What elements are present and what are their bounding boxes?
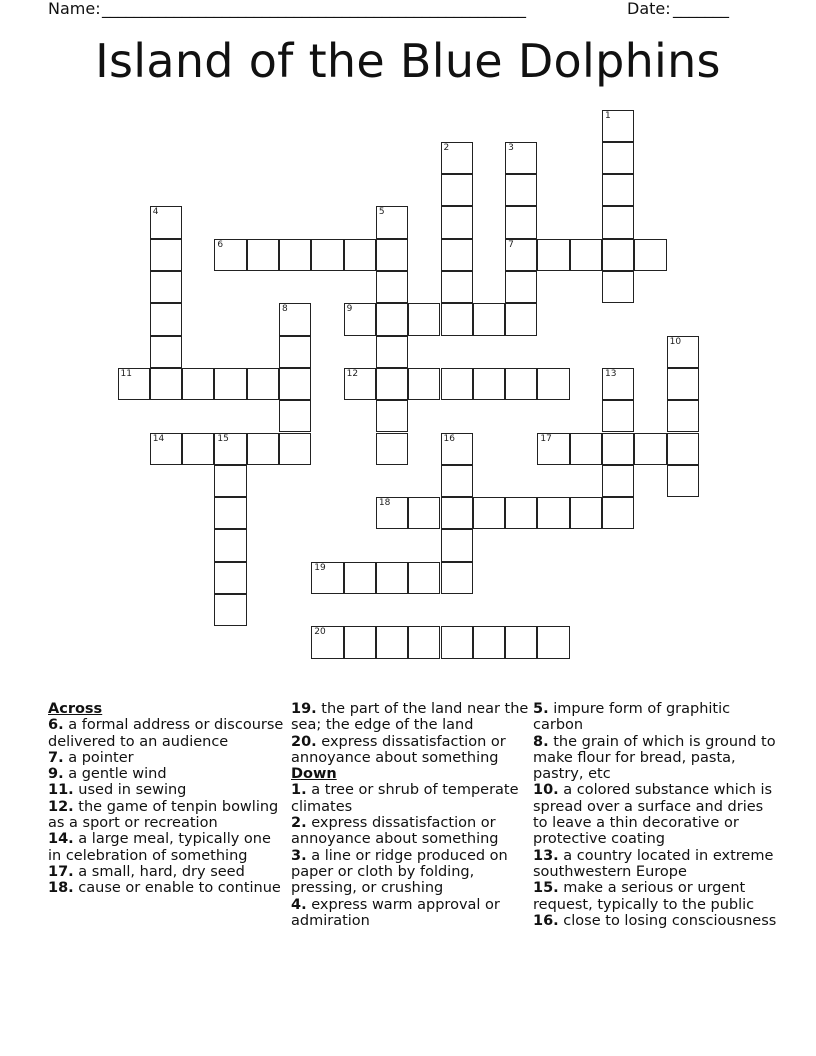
grid-cell[interactable] <box>505 206 537 238</box>
grid-cell[interactable] <box>279 239 311 271</box>
grid-cell[interactable] <box>505 271 537 303</box>
grid-cell[interactable] <box>150 433 182 465</box>
clue-number-label: 17. <box>48 863 74 880</box>
grid-cell[interactable] <box>311 562 343 594</box>
grid-cell[interactable] <box>505 626 537 658</box>
grid-cell[interactable] <box>311 626 343 658</box>
clue-number: 13 <box>605 368 617 379</box>
grid-cell[interactable] <box>344 368 376 400</box>
clue-text: used in sewing <box>78 782 187 799</box>
clue-number-label: 2. <box>291 815 307 832</box>
grid-cell[interactable] <box>376 336 408 368</box>
clue-item <box>48 766 288 782</box>
clue-text: a large meal, typically one in celebration of something <box>48 831 271 864</box>
clue-column-1 <box>48 701 288 897</box>
clue-text: make a serious or urgent request, typically to the public <box>533 880 755 913</box>
grid-cell[interactable] <box>182 433 214 465</box>
clue-item <box>48 750 288 766</box>
clue-text: a formal address or discourse delivered to an audience <box>48 717 284 750</box>
grid-cell[interactable] <box>279 400 311 432</box>
clue-number: 17 <box>540 433 552 444</box>
grid-cell[interactable] <box>279 336 311 368</box>
grid-cell[interactable] <box>279 368 311 400</box>
clue-item <box>48 880 288 896</box>
name-line[interactable]: _____________________________________________________ <box>102 0 526 18</box>
grid-cell[interactable] <box>537 368 569 400</box>
grid-cell[interactable] <box>602 368 634 400</box>
grid-cell[interactable] <box>279 303 311 335</box>
clue-number: 1 <box>605 110 611 121</box>
grid-cell[interactable] <box>602 206 634 238</box>
grid-cell[interactable] <box>376 400 408 432</box>
clue-number: 6 <box>217 239 224 250</box>
grid-cell[interactable] <box>376 303 408 335</box>
down-heading: Down <box>291 766 337 783</box>
grid-cell[interactable] <box>634 433 666 465</box>
grid-cell[interactable] <box>473 368 505 400</box>
grid-cell[interactable] <box>441 142 473 174</box>
clue-number: 12 <box>346 368 359 379</box>
clue-number: 9 <box>346 304 353 315</box>
clue-number: 10 <box>669 336 682 347</box>
grid-cell[interactable] <box>376 271 408 303</box>
grid-cell[interactable] <box>344 303 376 335</box>
grid-cell[interactable] <box>441 497 473 529</box>
clue-text: a country located in extreme southwestern Europe <box>533 847 774 880</box>
grid-cell[interactable] <box>408 303 440 335</box>
clue-text: express dissatisfaction or annoyance about something <box>291 733 506 766</box>
across-heading: Across <box>48 701 103 717</box>
grid-cell[interactable] <box>602 174 634 206</box>
grid-cell[interactable] <box>441 368 473 400</box>
clue-number-label: 19. <box>291 701 317 717</box>
clue-number: 18 <box>378 498 391 509</box>
grid-cell[interactable] <box>570 433 602 465</box>
grid-cell[interactable] <box>537 626 569 658</box>
clue-number-label: 20. <box>291 733 317 750</box>
grid-cell[interactable] <box>602 433 634 465</box>
header <box>0 0 816 20</box>
clue-column-3 <box>533 701 778 929</box>
grid-cell[interactable] <box>441 626 473 658</box>
clue-text: cause or enable to continue <box>78 880 281 897</box>
clue-item <box>291 782 531 815</box>
grid-cell[interactable] <box>473 497 505 529</box>
clue-item <box>533 913 778 929</box>
grid-cell[interactable] <box>214 465 246 497</box>
clue-item <box>48 717 288 750</box>
clue-item <box>533 880 778 913</box>
clue-item <box>291 848 531 897</box>
grid-cell[interactable] <box>247 433 279 465</box>
grid-cell[interactable] <box>441 271 473 303</box>
grid-cell[interactable] <box>376 206 408 238</box>
clue-item <box>291 734 531 767</box>
grid-cell[interactable] <box>279 433 311 465</box>
grid-cell[interactable] <box>408 626 440 658</box>
clue-number-label: 15. <box>533 880 559 897</box>
date-line[interactable]: _______ <box>673 0 729 18</box>
grid-cell[interactable] <box>150 336 182 368</box>
grid-cell[interactable] <box>570 239 602 271</box>
grid-cell[interactable] <box>376 626 408 658</box>
grid-cell[interactable] <box>311 239 343 271</box>
page-title: Island of the Blue Dolphins <box>95 34 721 88</box>
grid-cell[interactable] <box>441 433 473 465</box>
clue-number-label: 14. <box>48 831 74 848</box>
grid-cell[interactable] <box>441 239 473 271</box>
clue-number: 11 <box>120 368 132 379</box>
grid-cell[interactable] <box>602 400 634 432</box>
clue-number: 3 <box>508 142 514 153</box>
grid-cell[interactable] <box>408 562 440 594</box>
grid-cell[interactable] <box>602 465 634 497</box>
grid-cell[interactable] <box>408 497 440 529</box>
grid-cell[interactable] <box>376 368 408 400</box>
grid-cell[interactable] <box>602 239 634 271</box>
grid-cell[interactable] <box>537 433 569 465</box>
clue-number: 4 <box>152 207 159 218</box>
grid-cell[interactable] <box>537 497 569 529</box>
clue-text: a pointer <box>68 749 134 766</box>
grid-cell[interactable] <box>214 529 246 561</box>
grid-cell[interactable] <box>118 368 150 400</box>
grid-cell[interactable] <box>214 433 246 465</box>
clue-text: impure form of graphitic carbon <box>533 701 731 734</box>
grid-cell[interactable] <box>441 562 473 594</box>
grid-cell[interactable] <box>344 626 376 658</box>
clue-text: express dissatisfaction or annoyance about something <box>291 815 499 848</box>
clue-text: the part of the land near the sea; the edge of the land <box>291 701 529 734</box>
clue-number-label: 18. <box>48 880 74 897</box>
clue-number-label: 16. <box>533 912 559 929</box>
grid-cell[interactable] <box>150 368 182 400</box>
clue-text: the grain of which is ground to make flour for bread, pasta, pastry, etc <box>533 733 776 783</box>
grid-cell[interactable] <box>441 529 473 561</box>
clue-number-label: 9. <box>48 766 64 783</box>
clue-number-label: 11. <box>48 782 74 799</box>
grid-cell[interactable] <box>570 497 602 529</box>
clue-number-label: 13. <box>533 847 559 864</box>
clue-text: close to losing consciousness <box>563 912 777 929</box>
clue-text: a gentle wind <box>68 766 167 783</box>
clue-item <box>48 864 288 880</box>
clue-number-label: 4. <box>291 896 307 913</box>
clue-number-label: 7. <box>48 749 64 766</box>
clue-number: 2 <box>443 142 450 153</box>
clue-column-2 <box>291 701 531 929</box>
grid-cell[interactable] <box>344 239 376 271</box>
clue-item <box>533 848 778 881</box>
grid-cell[interactable] <box>182 368 214 400</box>
clue-number: 5 <box>378 207 385 218</box>
grid-cell[interactable] <box>214 562 246 594</box>
grid-cell[interactable] <box>505 142 537 174</box>
clue-number-label: 10. <box>533 782 559 799</box>
grid-cell[interactable] <box>473 303 505 335</box>
grid-cell[interactable] <box>376 239 408 271</box>
grid-cell[interactable] <box>667 433 699 465</box>
clue-number: 20 <box>314 627 326 638</box>
clue-item <box>48 799 288 832</box>
grid-cell[interactable] <box>602 497 634 529</box>
grid-cell[interactable] <box>376 497 408 529</box>
clue-item <box>48 782 288 798</box>
clue-number-label: 1. <box>291 782 307 799</box>
grid-cell[interactable] <box>150 271 182 303</box>
grid-cell[interactable] <box>602 110 634 142</box>
clue-text: a colored substance which is spread over a surface and dries to leave a thin decorative or protective coating <box>533 782 773 848</box>
clue-text: a line or ridge produced on paper or cloth by folding, pressing, or crushing <box>291 847 508 897</box>
grid-cell[interactable] <box>150 303 182 335</box>
clue-item <box>291 701 531 734</box>
grid-cell[interactable] <box>505 174 537 206</box>
clue-number-label: 8. <box>533 733 549 750</box>
grid-cell[interactable] <box>441 303 473 335</box>
clue-number-label: 12. <box>48 798 74 815</box>
clue-text: a small, hard, dry seed <box>78 863 245 880</box>
grid-cell[interactable] <box>441 206 473 238</box>
clue-number-label: 6. <box>48 717 64 734</box>
grid-cell[interactable] <box>441 174 473 206</box>
grid-cell[interactable] <box>408 368 440 400</box>
grid-cell[interactable] <box>214 368 246 400</box>
clue-number: 15 <box>217 433 229 444</box>
clue-number: 16 <box>443 433 455 444</box>
grid-cell[interactable] <box>505 239 537 271</box>
clue-number: 19 <box>314 562 326 573</box>
clue-text: a tree or shrub of temperate climates <box>291 782 519 815</box>
grid-cell[interactable] <box>441 465 473 497</box>
grid-cell[interactable] <box>376 433 408 465</box>
grid-cell[interactable] <box>667 465 699 497</box>
grid-cell[interactable] <box>376 562 408 594</box>
name-label: Name: <box>48 0 101 18</box>
clue-item <box>48 831 288 864</box>
grid-cell[interactable] <box>344 562 376 594</box>
grid-cell[interactable] <box>537 239 569 271</box>
grid-cell[interactable] <box>214 497 246 529</box>
grid-cell[interactable] <box>667 368 699 400</box>
clue-number: 8 <box>282 304 288 315</box>
grid-cell[interactable] <box>667 336 699 368</box>
grid-cell[interactable] <box>634 239 666 271</box>
grid-cell[interactable] <box>247 239 279 271</box>
grid-cell[interactable] <box>505 303 537 335</box>
grid-cell[interactable] <box>505 368 537 400</box>
date-label: Date: <box>627 0 671 18</box>
clue-item <box>291 815 531 848</box>
clue-item <box>533 701 778 734</box>
grid-cell[interactable] <box>602 142 634 174</box>
grid-cell[interactable] <box>602 271 634 303</box>
clue-item <box>533 782 778 847</box>
clue-item <box>533 734 778 783</box>
grid-cell[interactable] <box>247 368 279 400</box>
clue-number-label: 3. <box>291 847 307 864</box>
grid-cell[interactable] <box>150 206 182 238</box>
clue-text: the game of tenpin bowling as a sport or recreation <box>48 798 279 832</box>
grid-cell[interactable] <box>505 497 537 529</box>
grid-cell[interactable] <box>214 239 246 271</box>
clue-number: 14 <box>152 433 165 444</box>
grid-cell[interactable] <box>473 626 505 658</box>
clue-item <box>291 897 531 930</box>
grid-cell[interactable] <box>667 400 699 432</box>
grid-cell[interactable] <box>150 239 182 271</box>
grid-cell[interactable] <box>214 594 246 626</box>
clue-text: express warm approval or admiration <box>291 896 500 929</box>
clue-number-label: 5. <box>533 701 549 717</box>
clue-number: 7 <box>508 239 514 250</box>
